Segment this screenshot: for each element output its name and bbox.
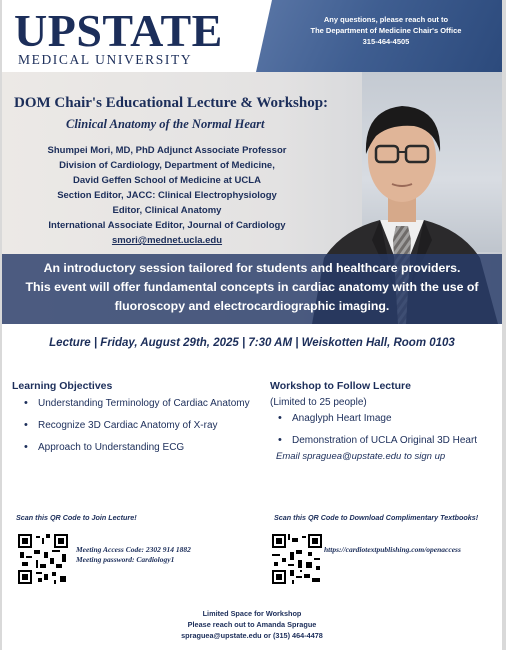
meeting-code: Meeting Access Code: 2302 914 1882 [76, 545, 191, 554]
workshop-heading: Workshop to Follow Lecture [270, 380, 411, 392]
meeting-info [76, 545, 226, 565]
textbook-link[interactable]: https://cardiotextpublishing.com/openaccess [324, 545, 461, 554]
speaker-line: Section Editor, JACC: Clinical Electrophysiology [57, 190, 277, 201]
objective-item: • Recognize 3D Cardiac Anatomy of X-ray [24, 420, 250, 442]
meeting-password: Meeting password: Cardiology1 [76, 555, 175, 564]
workshop-limit: (Limited to 25 people) [270, 397, 367, 408]
logo-wordmark: UPSTATE [14, 5, 223, 56]
contact-line: The Department of Medicine Chair's Office [310, 26, 462, 35]
event-title: DOM Chair's Educational Lecture & Workshop: [14, 95, 329, 111]
speaker-line: Division of Cardiology, Department of Medicine, [59, 160, 275, 171]
intro-text [12, 259, 492, 316]
objective-item: • Understanding Terminology of Cardiac Anatomy [24, 398, 250, 420]
objectives-list [24, 398, 250, 464]
lecture-details: Lecture | Friday, August 29th, 2025 | 7:30 AM | Weiskotten Hall, Room 0103 [49, 337, 455, 349]
speaker-line: International Associate Editor, Journal of Cardiology [48, 220, 286, 231]
objectives-heading: Learning Objectives [12, 380, 113, 392]
intro-line: fluoroscopy and electrocardiographic imaging. [114, 299, 390, 313]
speaker-line: Editor, Clinical Anatomy [112, 205, 222, 216]
speaker-bio [22, 143, 312, 248]
qr-code-textbooks[interactable] [272, 534, 322, 584]
workshop-item: • Anaglyph Heart Image [278, 413, 477, 435]
intro-line: An introductory session tailored for students and healthcare providers. [43, 261, 461, 275]
workshop-signup[interactable]: Email spraguea@upstate.edu to sign up [276, 451, 446, 462]
workshop-item: • Demonstration of UCLA Original 3D Heart [278, 435, 477, 457]
footer-line: Please reach out to Amanda Sprague [187, 620, 317, 629]
footer [2, 608, 502, 641]
qr-textbook-label: Scan this QR Code to Download Complimentary Textbooks! [274, 513, 479, 522]
qr-join-label: Scan this QR Code to Join Lecture! [16, 513, 137, 522]
intro-line: This event will offer fundamental concepts in cardiac anatomy with the use of [25, 280, 479, 294]
speaker-email-link[interactable]: smori@mednet.ucla.edu [111, 235, 223, 246]
event-subtitle: Clinical Anatomy of the Normal Heart [66, 117, 265, 131]
logo [2, 0, 272, 72]
contact-line: Any questions, please reach out to [323, 15, 449, 24]
qr-code-lecture[interactable] [18, 534, 68, 584]
flyer-page [2, 0, 502, 650]
speaker-line: Shumpei Mori, MD, PhD Adjunct Associate Professor [47, 145, 287, 156]
logo-subtitle: MEDICAL UNIVERSITY [18, 52, 193, 67]
footer-contact[interactable]: spraguea@upstate.edu or (315) 464-4478 [181, 631, 323, 640]
objective-item: • Approach to Understanding ECG [24, 442, 250, 464]
speaker-line: David Geffen School of Medicine at UCLA [73, 175, 261, 186]
contact-info [272, 14, 500, 47]
contact-phone: 315-464-4505 [362, 37, 410, 46]
footer-line: Limited Space for Workshop [202, 609, 302, 618]
